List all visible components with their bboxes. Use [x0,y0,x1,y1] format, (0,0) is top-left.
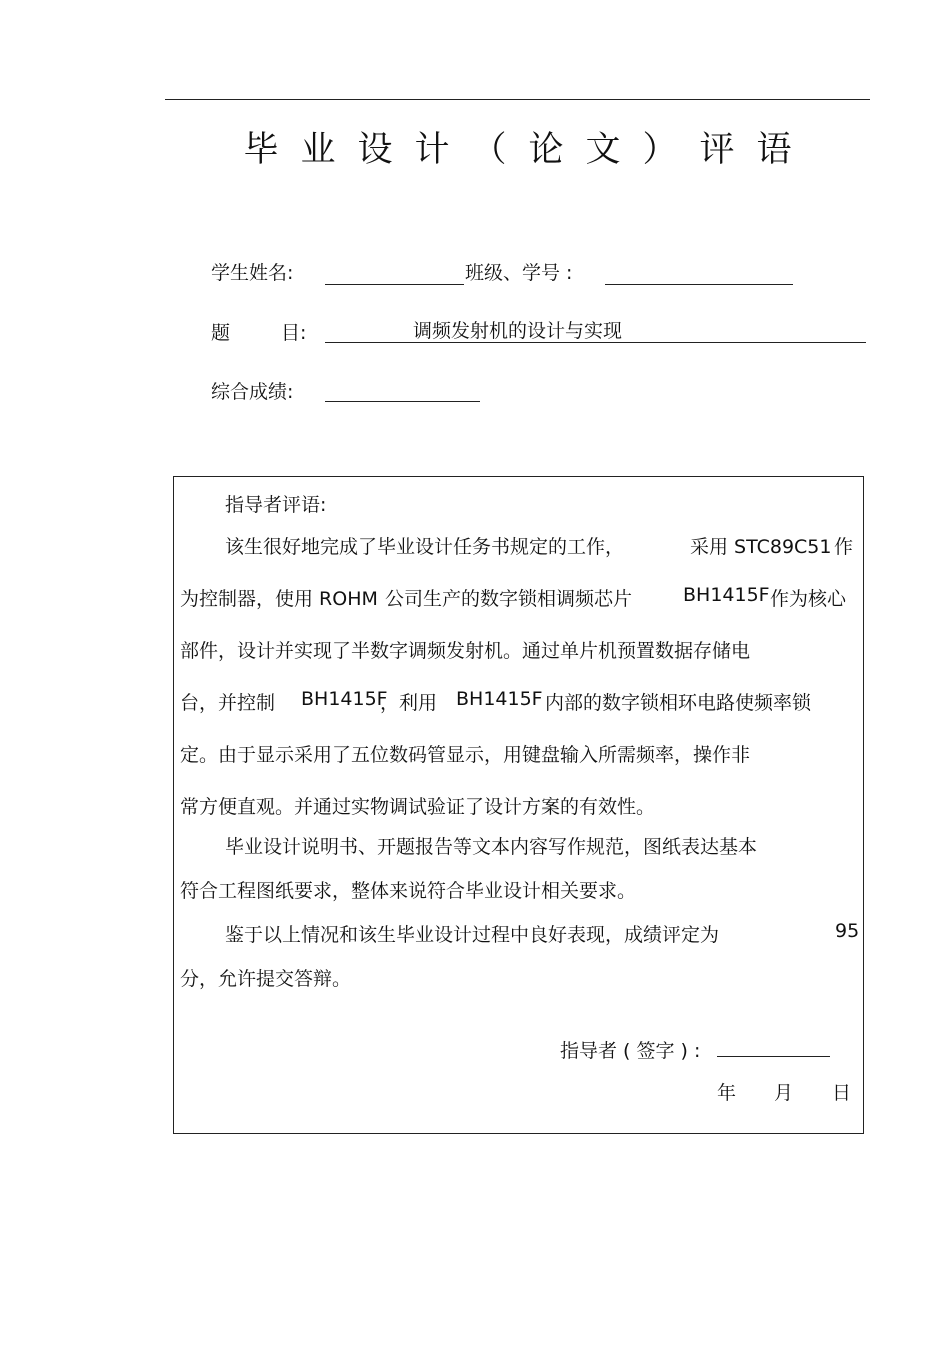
comment-line: 常方便直观。并通过实物调试验证了设计方案的有效性。 [180,796,656,818]
comment-line: 符合工程图纸要求，整体来说符合毕业设计相关要求。 [180,880,637,902]
grade-label: 综合成绩: [211,381,294,403]
comment-line: 内部的数字锁相环电路使频率锁 [545,692,812,714]
signature-field[interactable] [717,1056,830,1057]
comment-line: 为控制器，使用 ROHM [180,588,378,610]
topic-field[interactable] [325,342,866,343]
comment-line: 毕业设计说明书、开题报告等文本内容写作规范，图纸表达基本 [225,836,758,858]
topic-label-b: 目: [281,322,307,344]
topic-value: 调频发射机的设计与实现 [413,320,623,342]
top-rule [165,99,870,100]
comment-line: 采用 STC89C51 [690,536,832,558]
comment-heading: 指导者评语: [225,494,327,516]
grade-field[interactable] [325,401,480,402]
comment-line: BH1415F [456,688,543,710]
page-title: 毕业设计（论文）评语 [243,130,814,170]
grade-score: 95 [835,920,860,942]
comment-line: BH1415F [683,584,770,606]
topic-label-a: 题 [211,322,231,344]
date-day: 日 [832,1082,852,1104]
date-month: 月 [774,1082,794,1104]
comment-line: 作为核心 [770,588,847,610]
comment-line: 该生很好地完成了毕业设计任务书规定的工作， [225,536,625,558]
comment-line: 分，允许提交答辩。 [180,968,352,990]
comment-line: 定。由于显示采用了五位数码管显示，用键盘输入所需频率，操作非 [180,744,751,766]
comment-line: 公司生产的数字锁相调频芯片 [385,588,633,610]
class-id-field[interactable] [605,284,793,285]
comment-line: 部件，设计并实现了半数字调频发射机。通过单片机预置数据存储电 [180,640,751,662]
class-id-label: 班级、学号 : [465,262,573,284]
comment-line: 作 [834,536,854,558]
date-year: 年 [717,1082,737,1104]
student-name-label: 学生姓名: [211,262,294,284]
signature-label: 指导者 ( 签字 ) : [560,1040,701,1062]
comment-line: 台，并控制 [180,692,276,714]
comment-line: 鉴于以上情况和该生毕业设计过程中良好表现，成绩评定为 [225,924,720,946]
student-name-field[interactable] [325,284,464,285]
comment-line: ，利用 [380,692,438,714]
comment-line: BH1415F [301,688,388,710]
